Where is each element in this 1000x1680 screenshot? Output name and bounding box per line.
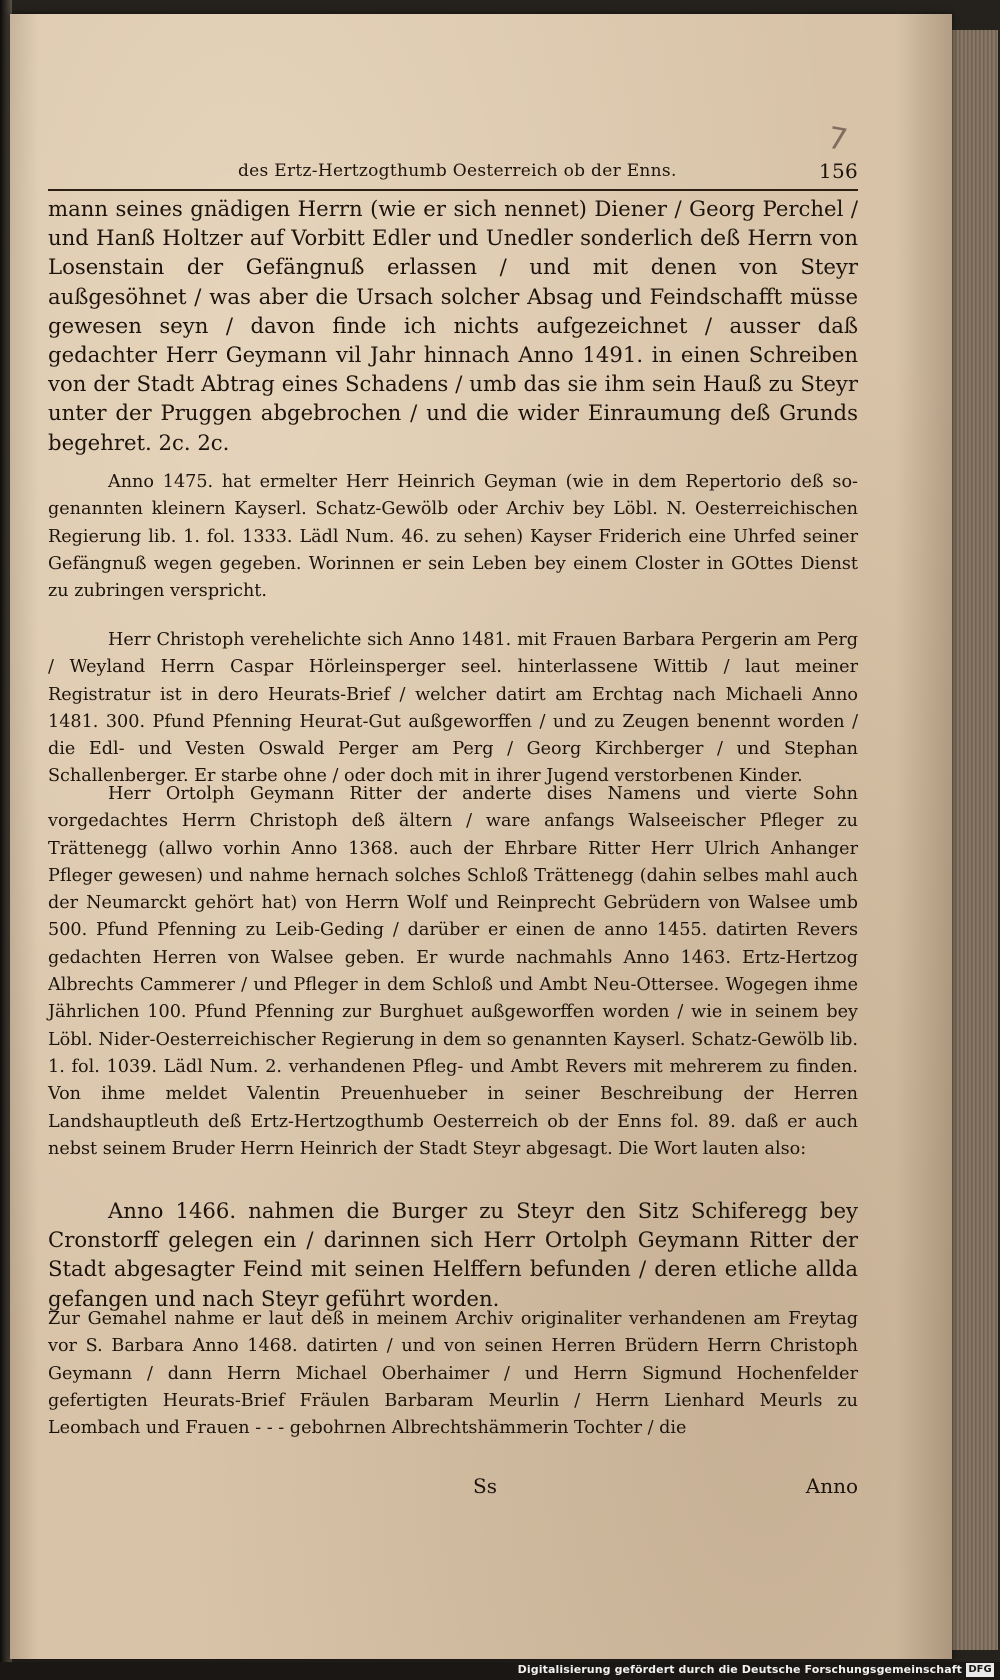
page-stack-edge (952, 30, 998, 1650)
running-head-title: des Ertz-Hertzogthumb Oesterreich ob der Enns. (238, 161, 677, 181)
header-rule (48, 189, 858, 191)
pencil-annotation: 7 (825, 120, 850, 159)
page-number: 156 (818, 159, 858, 183)
paragraph-ortolph: Herr Ortolph Geymann Ritter der anderte dises Namens und vierte Sohn vorgedachtes Herrn Christoph deß ältern / ware anfangs Walseeischer Pfleger zu Trättenegg (allwo vorhin Anno 1368. auch der Ehrbare Ritter Herr Ulrich Anhanger Pfleger gewesen) und nahme hernach solches Schloß Trättenegg (dahin selbes mahl auch der Neumarckt gehört hat) von Herrn Wolf und Reinprecht Gebrüdern von Walsee umb 500. Pfund Pfenning zu Leib-Geding / darüber er einen de anno 1455. datirten Revers gedachten Herren von Walsee geben. Er wurde nachmahls Anno 1463. Ertz-Hertzog Albrechts Cammerer / und Pfleger in dem Schloß und Ambt Neu-Ottersee. Wogegen ihme Jährlichen 100. Pfund Pfenning zur Burghuet außgeworffen worden / wie in seinem bey Löbl. Nider-Oesterreichischer Regierung in dem so genannten Kayserl. Schatz-Gewölb lib. 1. fol. 1039. Lädl Num. 2. verhandenen Pfleg- und Ambt Revers mit mehrerem zu finden. Von ihme meldet Valentin Preuenhueber in seiner Beschreibung der Herren Landshauptleuth deß Ertz-Hertzogthumb Oesterreich ob der Enns fol. 89. daß er auch nebst seinem Bruder Herrn Heinrich der Stadt Steyr abgesagt. Die Wort lauten also: (48, 784, 858, 1159)
paragraph-continuation: mann seines gnädigen Herrn (wie er sich nennet) Diener / Georg Perchel / und Hanß Holtzer auf Vorbitt Edler und Unedler sonderlich deß Herrn von Losenstain der Gefängnuß erlassen / und mit denen von Steyr außgesöhnet / was aber die Ursach solcher Absag und Feindschafft müsse gewesen seyn / davon finde ich nichts aufgezeichnet / ausser daß gedachter Herr Geymann vil Jahr hinnach Anno 1491. in einen Schreiben von der Stadt Abtrag eines Schadens / umb das sie ihm sein Hauß zu Steyr unter der Pruggen abgebrochen / und die wider Einraumung deß Grunds begehret. 2c. 2c. (48, 196, 858, 455)
paragraph-marriage: Zur Gemahel nahme er laut deß in meinem Archiv originaliter verhandenen am Freytag vor S. Barbara Anno 1468. datirten / und von seinen Herren Brüdern Herrn Christoph Geymann / dann Herrn Michael Oberhaimer / und Herrn Sigmund Hochenfelder gefertigten Heurats-Brief Fräulen Barbaram Meurlin / Herrn Lienhard Meurls zu Leombach und Frauen - - - gebohrnen Albrechtshämmerin Tochter / die (48, 1309, 858, 1439)
dfg-logo: DFG (966, 1663, 994, 1677)
book-page (10, 14, 952, 1659)
funding-notice: Digitalisierung gefördert durch die Deutsche Forschungsgemeinschaft (517, 1663, 962, 1676)
paragraph-anno-1475: Anno 1475. hat ermelter Herr Heinrich Geyman (wie in dem Repertorio deß so-genannten kleinern Kayserl. Schatz-Gewölb oder Archiv bey Löbl. N. Oesterreichischen Regierung lib. 1. fol. 1333. Lädl Num. 46. zu sehen) Kayser Friderich eine Uhrfed seiner Gefängnuß wegen gegeben. Worinnen er sein Leben bey einem Closter in GOttes Dienst zu zubringen verspricht. (48, 472, 858, 602)
signature-mark: Ss (473, 1474, 497, 1498)
paragraph-quotation-anno-1466: Anno 1466. nahmen die Burger zu Steyr den Sitz Schiferegg bey Cronstorff gelegen ein / darinnen sich Herr Ortolph Geymann Ritter der Stadt abgesagter Feind mit seinen Helffern befunden / deren etliche allda gefangen und nach Steyr geführt worden. (48, 1198, 858, 1311)
catchword: Anno (805, 1474, 858, 1498)
paragraph-christoph: Herr Christoph verehelichte sich Anno 1481. mit Frauen Barbara Pergerin am Perg / Weyland Herrn Caspar Hörleinsperger seel. hinterlassene Wittib / laut meiner Registratur ist in dero Heurats-Brief / welcher datirt am Erchtag nach Michaeli Anno 1481. 300. Pfund Pfenning Heurat-Gut außgeworffen / und zu Zeugen benennt worden / die Edl- und Vesten Oswald Perger am Perg / Georg Kirchberger / und Stephan Schallenberger. Er starbe ohne / oder doch mit in ihrer Jugend verstorbenen Kinder. (48, 630, 858, 787)
